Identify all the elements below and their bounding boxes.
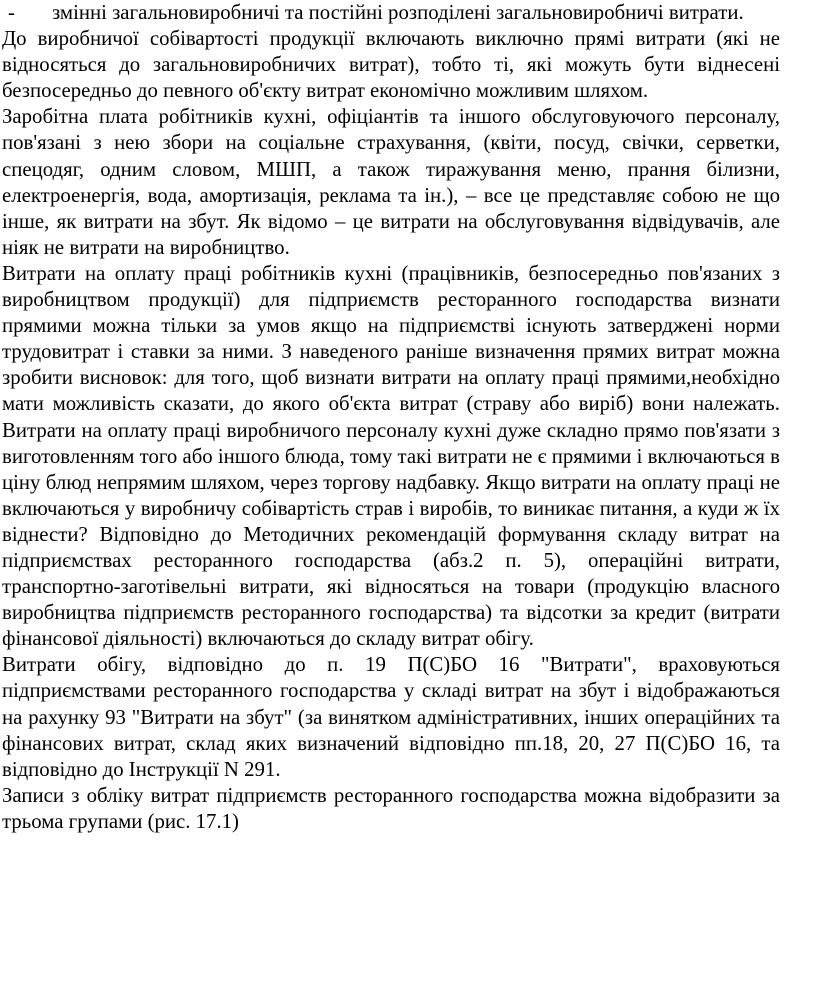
paragraph-direct-costs: До виробничої собівартості продукції включають виключно прямі витрати (які не відносяться до загальновиробничих витрат), тобто ті, які можуть бути віднесені безпосередньо до певного об'єкту витрат економічно можливим шляхом. — [2, 27, 780, 103]
bullet-list-item — [2, 0, 780, 26]
bullet-text: змінні загальновиробничі та постійні розподілені загальновиробничі витрати. — [52, 1, 744, 24]
paragraph-staff-wages: Заробітна плата робітників кухні, офіціантів та іншого обслуговуючого персоналу, пов'язані з нею збори на соціальне страхування, (квіти, посуд, свічки, серветки, спецодяг, одним словом, МШП, а також тиражування меню, прання білизни, електроенергія, вода, амортизація, реклама та ін.), – все це представляє собою не що інше, як витрати на збут. Як відомо – це витрати на обслуговування відвідувачів, але ніяк не витрати на виробництво. — [2, 105, 780, 259]
paragraph-circulation-costs: Витрати обігу, відповідно до п. 19 П(С)БО 16 "Витрати", враховуються підприємствами ресторанного господарства у складі витрат на збут і відображаються на рахунку 93 "Витрати на збут" (за винятком адміністративних, інших операційних та фінансових витрат, склад яких визначений відповідно пп.18, 20, 27 П(С)БО 16, та відповідно до Інструкції N 291. — [2, 653, 780, 781]
document-page — [2, 0, 780, 835]
paragraph-records-groups: Записи з обліку витрат підприємств ресторанного господарства можна відобразити за трьома групами (рис. 17.1) — [2, 783, 780, 833]
paragraph-kitchen-labor-costs: Витрати на оплату праці робітників кухні (працівників, безпосередньо пов'язаних з виробництвом продукції) для підприємств ресторанного господарства визнати прямими можна тільки за умов якщо на підприємстві існують затверджені норми трудовитрат і ставки за ними. З наведеного раніше визначення прямих витрат можна зробити висновок: для того, щоб визнати витрати на оплату праці прямими,необхідно мати можливість сказати, до якого об'єкта витрат (страву або виріб) вони належать. Витрати на оплату праці виробничого персоналу кухні дуже складно прямо пов'язати з виготовленням того або іншого блюда, тому такі витрати не є прямими і включаються в ціну блюд непрямим шляхом, через торгову надбавку. Якщо витрати на оплату праці не включаються у виробничу собівартість страв і виробів, то виникає питання, а куди ж їх віднести? Відповідно до Методичних рекомендацій формування складу витрат на підприємствах ресторанного господарства (абз.2 п. 5), операційні витрати, транспортно-заготівельні витрати, які відносяться на товари (продукцію власного виробництва підприємств ресторанного господарства) та відсотки за кредит (витрати фінансової діяльності) включаються до складу витрат обігу. — [2, 261, 780, 651]
bullet-marker: - — [8, 1, 15, 24]
